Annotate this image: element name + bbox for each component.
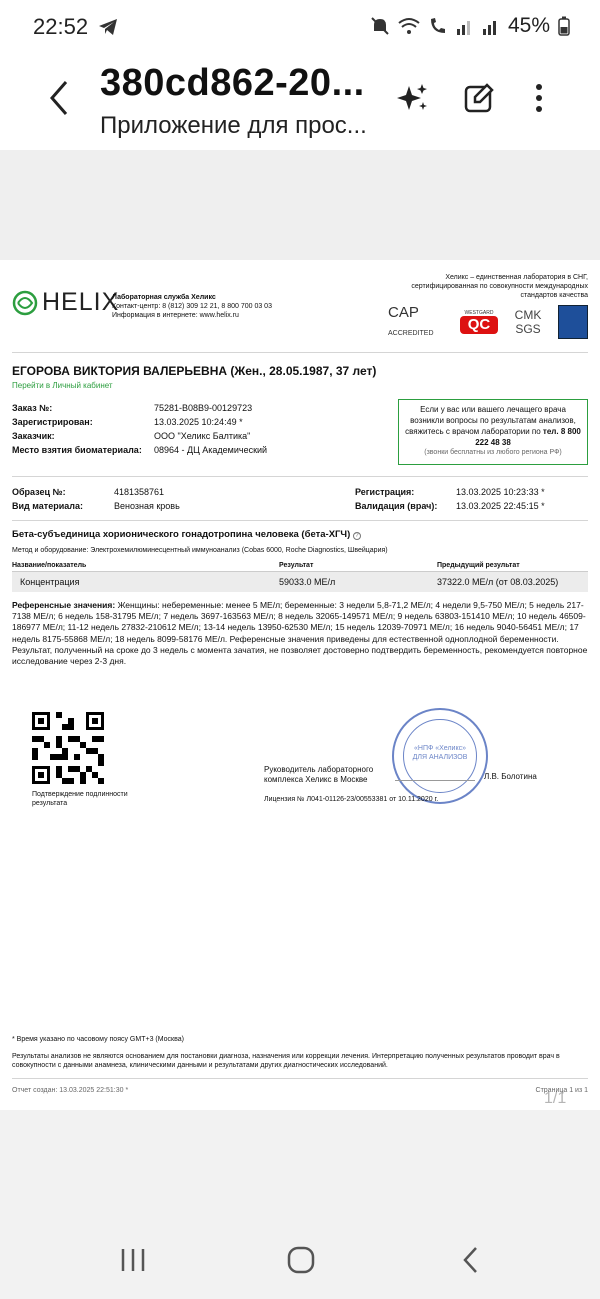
signer-role: Руководитель лабораторного комплекса Хеликс в Москве (264, 765, 374, 784)
contact-box: Если у вас или вашего лечащего врача возникли вопросы по результатам анализов, свяжитесь с врачом лаборатории по тел. 8 800 222 48 38 (звонки бесплатны из любого региона РФ) (398, 399, 588, 465)
test-method: Метод и оборудование: Электрохемилюминесцентный иммуноанализ (Cobas 6000, Roche Diagnostics, Швейцария) (12, 547, 388, 554)
row-name: Концентрация (20, 577, 80, 587)
home-icon (286, 1245, 316, 1275)
back-arrow-icon (44, 76, 74, 120)
ai-button[interactable] (396, 78, 430, 118)
registration-date: 13.03.2025 10:23:33 * (456, 487, 545, 497)
test-title: Бета-субъединица хорионического гонадотропина человека (бета-ХГЧ) ? (12, 529, 361, 540)
personal-account-link[interactable]: Перейти в Личный кабинет (12, 381, 113, 390)
document-viewer[interactable] (0, 150, 600, 1110)
header-name: Название/показатель (12, 562, 87, 569)
signal-icon (456, 17, 474, 35)
wifi-icon (398, 17, 420, 35)
battery-icon (558, 16, 570, 36)
status-time (33, 14, 118, 40)
signer-name: Л.В. Болотина (484, 772, 537, 781)
header-result: Результат (279, 562, 314, 569)
status-bar (0, 0, 600, 56)
table-row (12, 572, 588, 592)
sample-dates: Регистрация: 13.03.2025 10:23:33 * Валидация (врач): 13.03.2025 22:45:15 * (355, 487, 545, 511)
qr-caption: Подтверждение подлинности результата (32, 791, 128, 807)
collection-place: 08964 - ДЦ Академический (154, 445, 268, 455)
edit-icon (463, 82, 495, 114)
lab-stamp: «НПФ «Хеликс» ДЛЯ АНАЛИЗОВ (392, 708, 488, 804)
cert-badge-icon (558, 305, 588, 339)
recents-button[interactable] (113, 1240, 153, 1280)
certification-text: Хеликс – единственная лаборатория в СНГ, сертифицированная по совокупности международных стандартов качества (411, 274, 588, 299)
qr-code-icon (32, 712, 104, 784)
page-indicator: 1/1 (544, 1090, 567, 1107)
cap-logo: CAP ACCREDITED (388, 304, 434, 337)
disclaimer: Результаты анализов не являются основанием для постановки диагноза, назначения или коррекции лечения. Интерпретацию полученных результатов проводит врач в совокупности с данными анамнеза, клиническими данными и результатами других диагностических исследований. (12, 1053, 560, 1069)
customer: ООО "Хеликс Балтика" (154, 431, 251, 441)
info-icon[interactable]: ? (353, 532, 361, 540)
clock-text: 22:52 (33, 14, 89, 39)
timezone-note: * Время указано по часовому поясу GMT+3 (Москва) (12, 1036, 184, 1043)
telegram-icon (98, 18, 118, 36)
sample-info: Образец №: 4181358761 Вид материала: Венозная кровь (12, 487, 180, 511)
recents-icon (119, 1247, 147, 1273)
app-subtitle: Приложение для прос... (100, 112, 367, 139)
more-vertical-icon (534, 82, 544, 114)
edit-button[interactable] (462, 78, 496, 118)
order-number: 75281-B08B9-00129723 (154, 403, 253, 413)
more-options-button[interactable] (522, 78, 556, 118)
navigation-bar (0, 1110, 600, 1299)
lab-title: Лабораторная служба Хеликс (112, 294, 216, 301)
wifi-call-icon (428, 16, 448, 36)
back-icon (460, 1245, 480, 1275)
web-line: Информация в интернете: www.helix.ru (112, 312, 239, 319)
material-type: Венозная кровь (114, 501, 180, 511)
qr-code[interactable] (32, 712, 104, 784)
home-button[interactable] (281, 1240, 321, 1280)
page-number: Страница 1 из 1 (535, 1087, 588, 1094)
reference-values: Референсные значения: Женщины: небеременные: менее 5 МЕ/л; беременные: 3 недели 5,8-71,2 МЕ/л; 4 недели 9,5-750 МЕ/л; 5 недель 217-7138 МЕ/л; 6 недель 158-31795 МЕ/л; 7 недель 3697-163563 МЕ/л; 8 недель 32065-149571 МЕ/л; 9 недель 63803-151410 МЕ/л; 10 недель 46509-186977 МЕ/л; 11-12 недель 27832-210612 МЕ/л; 13-14 недель 13950-62530 МЕ/л; 15 недель 12039-70971 МЕ/л; 16 недель 9040-56451 МЕ/л; 17 недель 8175-55868 МЕ/л; 18 недель 8099-58176 МЕ/л. Референсные значения приведены для естественной одноплодной беременности. Результат, полученный на сроке до 3 недель с момента зачатия, не позволяет достоверно подтвердить беременность, рекомендуется повторное исследование через 2-3 дня. (12, 600, 588, 667)
cmk-sgs-logo: CMK SGS (514, 308, 542, 336)
pdf-page (0, 260, 600, 1110)
row-result: 59033.0 МЕ/л (279, 577, 336, 587)
phone-number: тел. 8 800 222 48 38 (475, 427, 581, 447)
helix-logo (12, 288, 119, 317)
helix-logo-text: HELIX (42, 288, 120, 316)
back-button[interactable] (44, 76, 74, 120)
status-icons (370, 14, 570, 38)
helix-logo-icon (12, 290, 38, 316)
certification-logos (388, 304, 588, 340)
battery-percent: 45% (507, 14, 550, 37)
nav-back-button[interactable] (450, 1240, 490, 1280)
report-created: Отчет создан: 13.03.2025 22:51:30 * (12, 1087, 129, 1094)
license: Лицензия № Л041-01126-23/00553381 от 10.11.2020 г. (264, 796, 439, 803)
registered-date: 13.03.2025 10:24:49 * (154, 417, 243, 427)
validation-date: 13.03.2025 22:45:15 * (456, 501, 545, 511)
order-details: Заказ №: 75281-B08B9-00129723 Зарегистрирован: 13.03.2025 10:24:49 * Заказчик: ООО "Хеликс Балтика" Место взятия биоматериала: 08964 - ДЦ Академический (12, 403, 268, 455)
document-title: 380cd862-20... (100, 62, 365, 104)
mute-icon (370, 16, 390, 36)
patient-name: ЕГОРОВА ВИКТОРИЯ ВАЛЕРЬЕВНА (Жен., 28.05.1987, 37 лет) (12, 364, 377, 378)
contact-line: Контакт-центр: 8 (812) 309 12 21, 8 800 700 03 03 (112, 303, 272, 310)
westgard-qc-logo: WESTGARD QC (460, 310, 498, 334)
results-table (12, 561, 588, 592)
header-previous: Предыдущий результат (437, 562, 520, 569)
sparkle-icon (397, 82, 429, 114)
signal-icon-2 (482, 17, 500, 35)
row-previous: 37322.0 МЕ/л (от 08.03.2025) (437, 577, 559, 587)
app-bar (0, 56, 600, 150)
sample-number: 4181358761 (114, 487, 165, 497)
